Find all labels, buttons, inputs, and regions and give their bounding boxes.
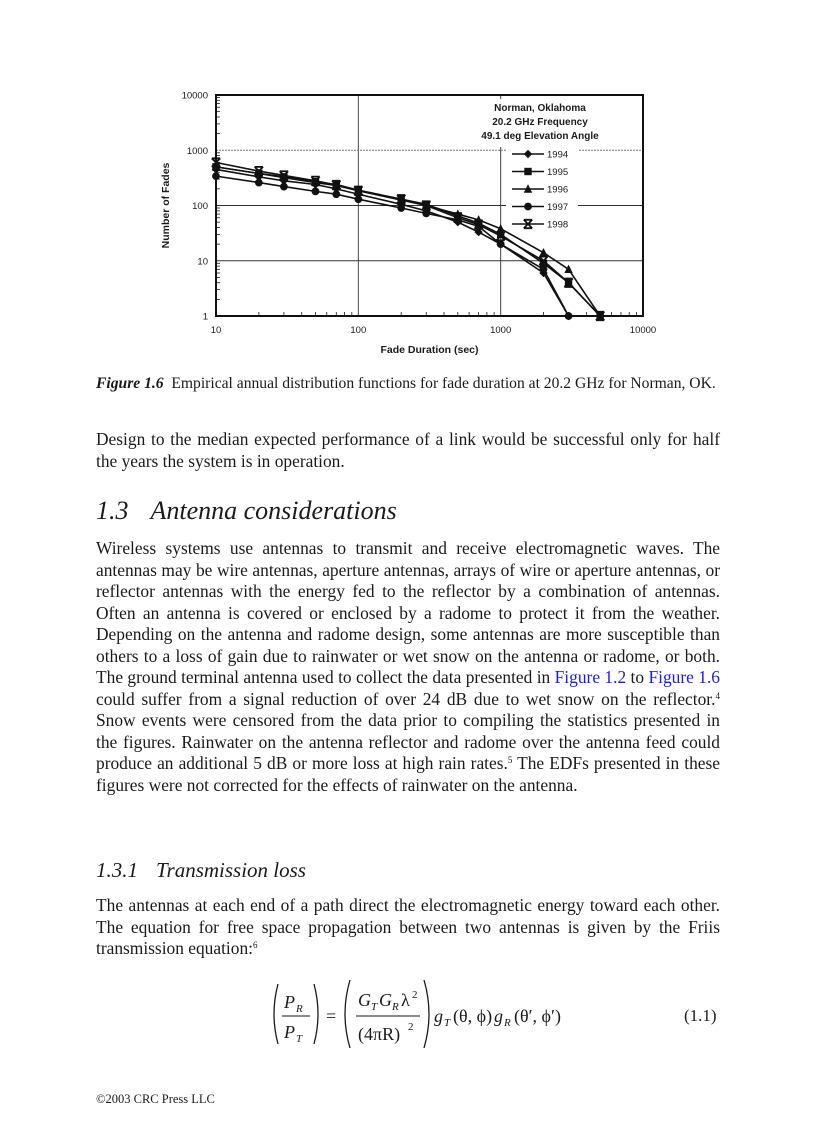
circle-marker: [255, 179, 263, 187]
legend-label: 1995: [547, 167, 569, 178]
figure-1-6-link[interactable]: Figure 1.6: [648, 667, 720, 687]
svg-text:R: R: [392, 1001, 399, 1013]
triangle-marker: [564, 265, 572, 273]
svg-text:(θ′, ϕ′): (θ′, ϕ′): [514, 1006, 561, 1026]
series-1998: [212, 158, 605, 320]
svg-text:R: R: [296, 1003, 303, 1015]
paragraph-text: Snow events were censored from the data prior to compiling the statistics presented in the figures. Rainwater on the antenna reflector and radome over the antenna feed could produce an additional 5 dB or more loss at high rain rates.: [96, 710, 720, 773]
svg-text:g: g: [434, 1006, 443, 1026]
y-tick-label: 1: [202, 311, 208, 323]
square-marker: [524, 168, 531, 175]
figure-1-2-link[interactable]: Figure 1.2: [554, 667, 627, 687]
chart-subtitle: 49.1 deg Elevation Angle: [481, 131, 599, 142]
y-axis-label: Number of Fades: [160, 162, 172, 249]
chart-subtitle: 20.2 GHz Frequency: [492, 117, 588, 128]
chart-title: Norman, Oklahoma: [494, 103, 586, 114]
y-tick-label: 10000: [181, 90, 208, 102]
circle-marker: [312, 187, 320, 195]
paragraph-antenna-considerations: [96, 538, 720, 796]
circle-marker: [332, 190, 340, 198]
subsection-heading: [96, 858, 306, 883]
svg-text:2: 2: [408, 1021, 414, 1033]
circle-marker: [565, 312, 573, 320]
x-tick-label: 10: [210, 325, 222, 336]
legend-label: 1996: [547, 184, 569, 196]
x-tick-label: 100: [350, 325, 367, 336]
figure-caption-text: Empirical annual distribution functions for fade duration at 20.2 GHz for Norman, OK.: [171, 375, 716, 392]
x-tick-label: 10000: [629, 325, 657, 336]
section-number: 1.3: [96, 496, 129, 525]
y-tick-label: 1000: [186, 145, 208, 157]
figure-label: Figure 1.6: [96, 375, 164, 392]
svg-text:(4πR): (4πR): [358, 1024, 401, 1044]
y-tick-label: 10: [197, 256, 208, 268]
circle-marker: [212, 172, 220, 180]
triangle-marker: [539, 248, 547, 256]
paragraph-text: could suffer from a signal reduction of over 24 dB due to wet snow on the reflector.: [96, 688, 716, 709]
svg-text:G: G: [358, 990, 371, 1010]
friis-equation: [268, 976, 728, 1056]
x-axis-label: Fade Duration (sec): [380, 344, 479, 356]
svg-text:T: T: [371, 1001, 378, 1013]
svg-text:2: 2: [412, 989, 418, 1001]
circle-marker: [280, 183, 288, 191]
circle-marker: [354, 195, 362, 203]
legend-label: 1994: [547, 149, 569, 161]
svg-text:=: =: [326, 1006, 337, 1026]
subsection-title: Transmission loss: [156, 858, 306, 882]
circle-marker: [422, 209, 430, 217]
svg-text:T: T: [444, 1017, 451, 1029]
paragraph-text: The antennas at each end of a path direct the electromagnetic energy toward each other. The equation for free space propagation between two antennas is given by the Friis transmission equation:: [96, 895, 720, 958]
equation-number: (1.1): [684, 1006, 717, 1025]
chart-svg: [150, 85, 670, 365]
svg-text:g: g: [494, 1006, 503, 1026]
svg-text:G: G: [379, 990, 392, 1010]
footnote-ref-5: 5: [507, 755, 513, 765]
footnote-ref-4: 4: [715, 690, 720, 701]
section-heading: [96, 496, 397, 526]
fade-duration-chart: [150, 85, 670, 365]
circle-marker: [524, 203, 532, 211]
copyright-footer: ©2003 CRC Press LLC: [96, 1092, 215, 1106]
paragraph-text: Wireless systems use antennas to transmit and receive electromagnetic waves. The antennas may be wire antennas, aperture antennas, arrays of wire or aperture antennas, or reflector antennas with the energy fed to the reflector by a combination of antennas. Often an antenna is covered or enclosed by a radome to protect it from the weather. Depending on the antenna and radome design, some antennas are more susceptible than others to a loss of gain due to rainwater or wet snow on the antenna or radome, or both. The ground terminal antenna used to collect the data presented in: [96, 538, 720, 687]
paragraph-text: to: [626, 667, 649, 687]
section-title: Antenna considerations: [150, 496, 397, 525]
svg-text:λ: λ: [401, 990, 410, 1010]
circle-marker: [397, 204, 405, 212]
subsection-number: 1.3.1: [96, 858, 138, 882]
x-tick-label: 1000: [490, 325, 512, 336]
svg-text:T: T: [296, 1033, 303, 1045]
svg-text:P: P: [284, 992, 295, 1012]
svg-text:P: P: [284, 1022, 295, 1042]
figure-caption: [96, 374, 720, 394]
svg-text:(θ, ϕ): (θ, ϕ): [453, 1006, 493, 1026]
paragraph-transmission-loss: [96, 895, 720, 960]
circle-marker: [540, 265, 548, 273]
y-tick-label: 100: [192, 201, 208, 212]
footnote-ref-6: 6: [252, 940, 258, 950]
paragraph-text: The EDFs presented in these figures were not corrected for the effects of rainwater on the antenna.: [96, 753, 720, 795]
circle-marker: [497, 240, 505, 248]
svg-text:R: R: [504, 1017, 511, 1029]
equation-svg: [268, 976, 728, 1056]
legend-label: 1998: [547, 219, 569, 231]
legend-label: 1997: [547, 202, 569, 213]
paragraph-median-design: Design to the median expected performance of a link would be successful only for half the years the system is in operation.: [96, 429, 720, 471]
